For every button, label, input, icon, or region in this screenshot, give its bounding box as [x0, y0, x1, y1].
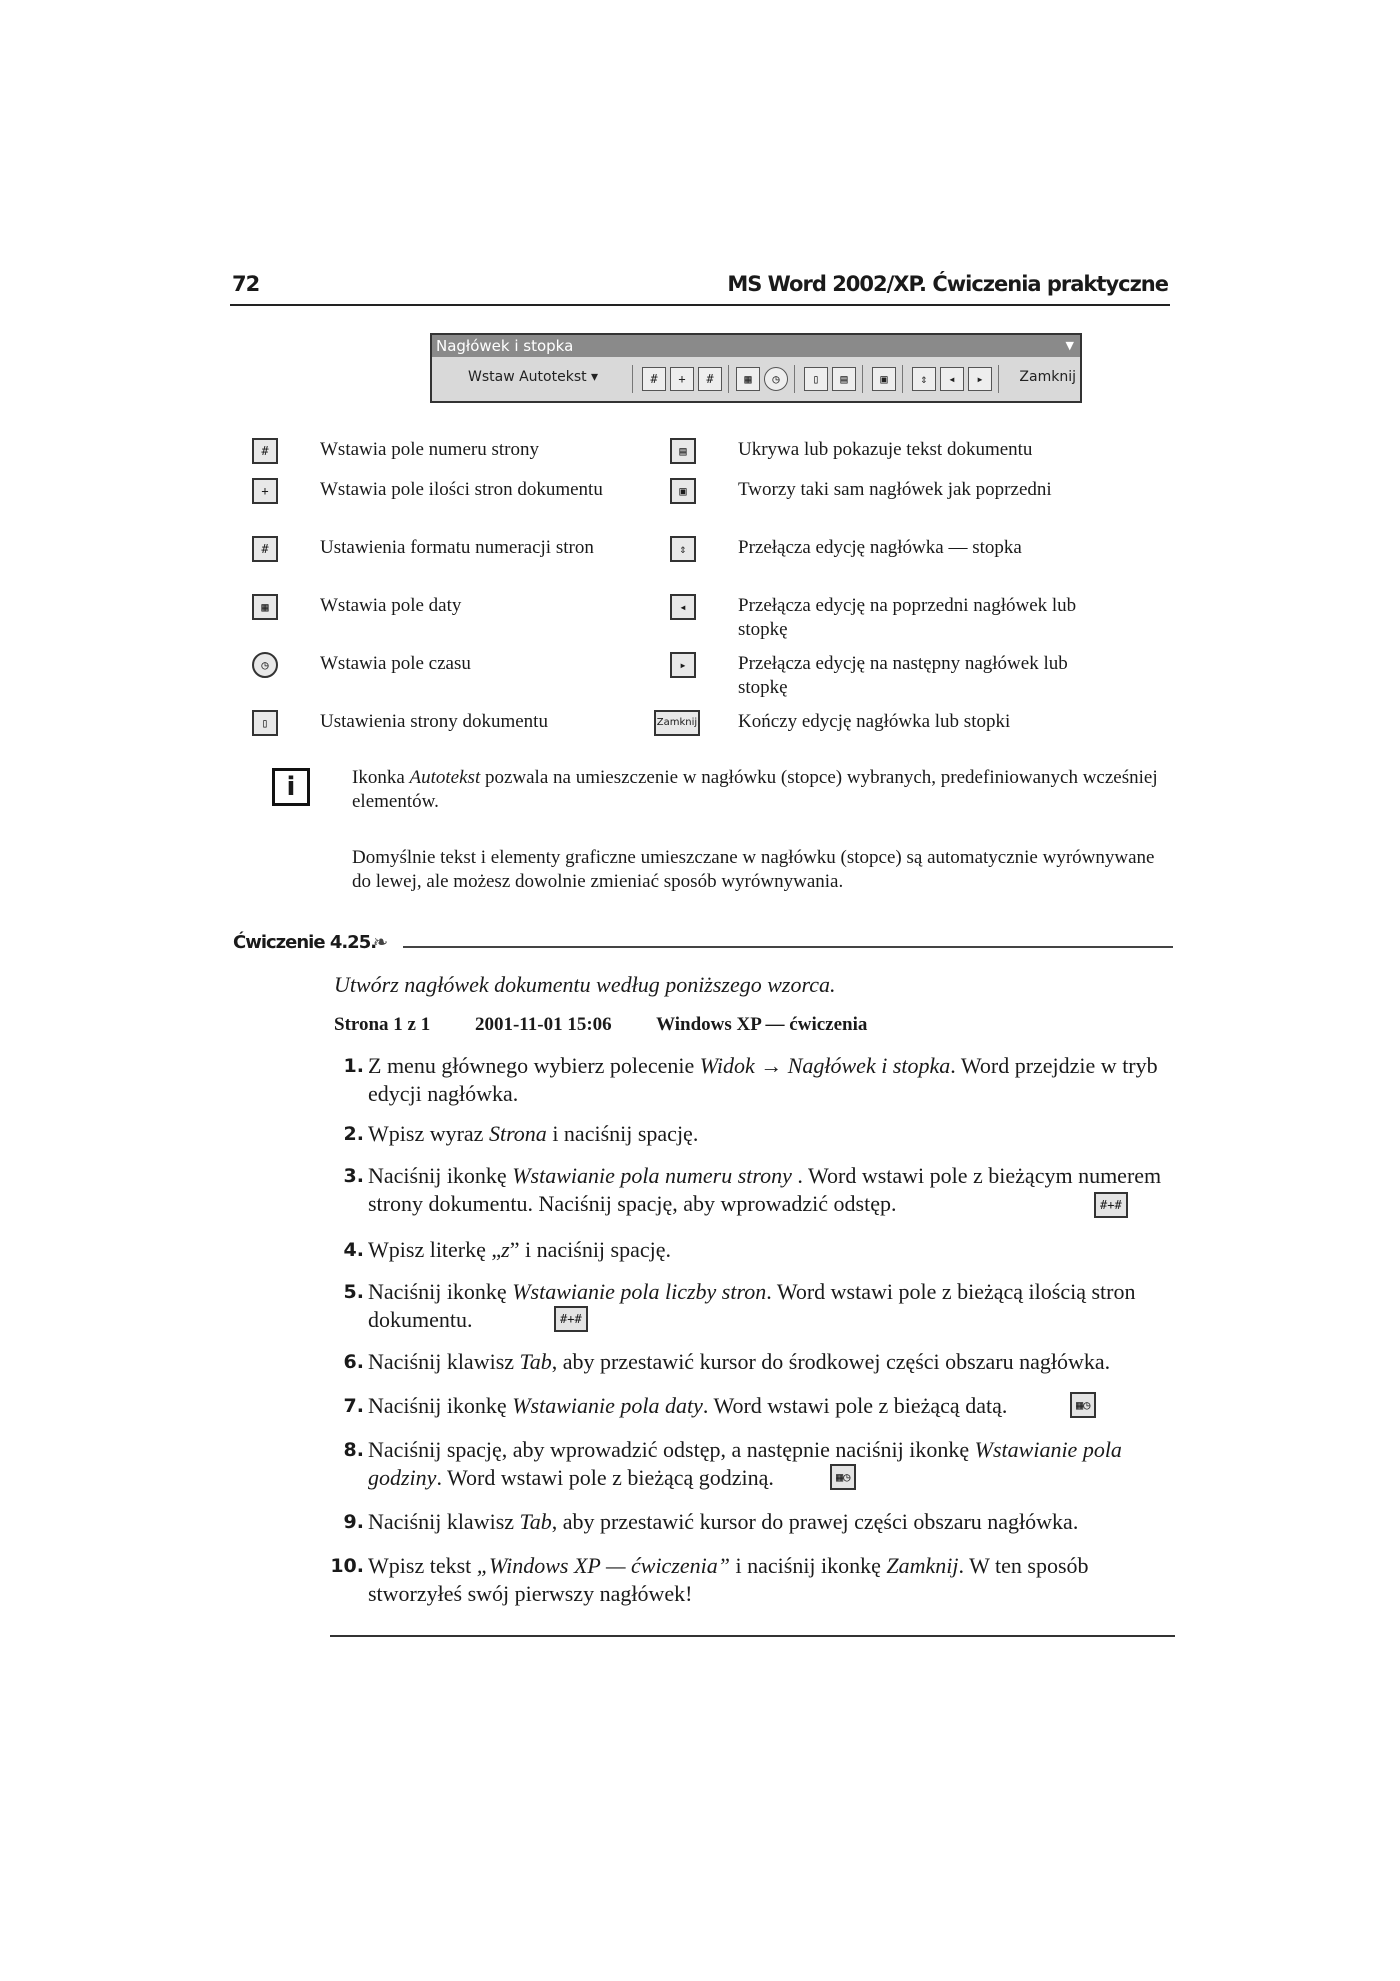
insert-page-number-icon: #	[252, 438, 278, 464]
exercise-instruction: Utwórz nagłówek dokumentu według poniższego wzorca.	[334, 972, 836, 997]
note-text-italic: Autotekst	[409, 767, 481, 788]
step-text-run: Naciśnij klawisz	[368, 1509, 520, 1534]
legend-text: Ustawienia strony dokumentu	[320, 711, 548, 732]
step-text	[368, 1436, 1178, 1492]
toolbar-separator	[902, 365, 903, 393]
step-text-italic: Widok	[699, 1053, 761, 1078]
step-text-run: ” i naciśnij spację.	[509, 1237, 672, 1262]
same-as-previous-icon[interactable]: ▣	[872, 367, 896, 391]
step-text-run: i naciśnij ikonkę	[730, 1553, 887, 1578]
toolbar-separator	[794, 365, 795, 393]
switch-header-footer-icon: ⇕	[670, 536, 696, 562]
show-hide-document-text-icon: ▤	[670, 438, 696, 464]
show-previous-icon: ◂	[670, 594, 696, 620]
sample-header	[334, 1014, 907, 1036]
step-number: 8.	[343, 1439, 364, 1461]
legend-text: Wstawia pole daty	[320, 595, 462, 616]
step-number: 9.	[343, 1511, 364, 1533]
step-text-italic: Wstawianie pola godziny	[368, 1437, 1122, 1490]
step-text	[368, 1392, 1178, 1420]
page-setup-icon[interactable]: ▯	[804, 367, 828, 391]
insert-date-icon[interactable]: ▦	[736, 367, 760, 391]
legend-text: Wstawia pole ilości stron dokumentu	[320, 479, 603, 500]
format-page-number-icon: #	[252, 536, 278, 562]
step-text-run: . W ten sposób stworzyłeś swój pierwszy nagłówek!	[368, 1553, 1089, 1606]
step-text-run: , aby przestawić kursor do prawej części obszaru nagłówka.	[551, 1509, 1079, 1534]
step-text-italic: Wstawianie pola numeru strony	[512, 1163, 792, 1188]
legend-text: Wstawia pole numeru strony	[320, 439, 539, 460]
book-title: MS Word 2002/XP. Ćwiczenia praktyczne	[727, 272, 1168, 296]
toolbar-separator	[728, 365, 729, 393]
format-page-number-icon[interactable]: #	[698, 367, 722, 391]
note-text: Ikonka	[352, 767, 410, 788]
note-text: Domyślnie tekst i elementy graficzne umieszczane w nagłówku (stopce) są automatycznie wyrównywane do lewej, ale możesz dowolnie zmieniać sposób wyrównywania.	[352, 847, 1155, 892]
step-text-italic: Strona	[488, 1121, 547, 1146]
legend-text: Przełącza edycję na następny nagłówek lub stopkę	[738, 653, 1068, 698]
step-text-run: →	[760, 1053, 788, 1078]
step-text-run: , aby przestawić kursor do środkowej części obszaru nagłówka.	[551, 1349, 1111, 1374]
insert-page-count-icon: +	[252, 478, 278, 504]
step-number: 4.	[343, 1239, 364, 1261]
step-text-run: . Word wstawi pole z bieżącą godziną.	[436, 1465, 774, 1490]
same-as-previous-icon: ▣	[670, 478, 696, 504]
insert-page-count-icon[interactable]: +	[670, 367, 694, 391]
step-text-run: . Word przejdzie w tryb edycji nagłówka.	[368, 1053, 1158, 1106]
step-text-italic: Wstawianie pola daty	[512, 1393, 703, 1418]
show-next-icon[interactable]: ▸	[968, 367, 992, 391]
page-number: 72	[232, 272, 260, 296]
toolbar-legend	[252, 438, 1152, 748]
step-number: 5.	[343, 1281, 364, 1303]
toolbar-title-bar	[432, 335, 1080, 357]
step-text-italic: „Windows XP — ćwiczenia”	[476, 1553, 730, 1578]
step-text	[368, 1120, 1178, 1148]
step-text-run: Naciśnij klawisz	[368, 1349, 520, 1374]
exercise-label: Ćwiczenie 4.25.	[233, 932, 377, 953]
step-number: 7.	[343, 1395, 364, 1417]
step-text-italic: Wstawianie pola liczby stron	[512, 1279, 767, 1304]
toolbar-separator	[632, 365, 633, 393]
page-number-toolbar-snippet-icon: #+#	[1094, 1192, 1128, 1218]
step-text	[368, 1236, 1178, 1264]
insert-page-number-icon[interactable]: #	[642, 367, 666, 391]
step-text-run: Naciśnij ikonkę	[368, 1279, 513, 1304]
step-text-italic: Nagłówek i stopka	[787, 1053, 951, 1078]
ornament-icon: ❧	[373, 932, 389, 952]
step-text-run: Naciśnij spację, aby wprowadzić odstęp, a następnie naciśnij ikonkę	[368, 1437, 975, 1462]
legend-text: Ukrywa lub pokazuje tekst dokumentu	[738, 439, 1033, 460]
step-number: 1.	[343, 1055, 364, 1077]
step-text-italic: Tab	[519, 1509, 552, 1534]
close-header-footer-button[interactable]: Zamknij	[1019, 369, 1076, 385]
legend-text: Ustawienia formatu numeracji stron	[320, 537, 594, 558]
show-previous-icon[interactable]: ◂	[940, 367, 964, 391]
step-text-run: Wpisz literkę „	[368, 1237, 502, 1262]
legend-text: Przełącza edycję nagłówka — stopka	[738, 537, 1022, 558]
sample-date: 2001-11-01 15:06	[474, 1014, 612, 1035]
legend-text: Wstawia pole czasu	[320, 653, 471, 674]
show-next-icon: ▸	[670, 652, 696, 678]
step-text-run: Z menu głównego wybierz polecenie	[368, 1053, 700, 1078]
footer-rule	[330, 1635, 1175, 1637]
exercise-heading	[233, 932, 1173, 960]
date-toolbar-snippet-icon: ▦◷	[1070, 1392, 1096, 1418]
step-text-run: Wpisz wyraz	[368, 1121, 489, 1146]
insert-date-icon: ▦	[252, 594, 278, 620]
step-text	[368, 1348, 1178, 1376]
step-text-run: Wpisz tekst	[368, 1553, 477, 1578]
time-toolbar-snippet-icon: ▦◷	[830, 1464, 856, 1490]
toolbar-row	[432, 363, 1080, 397]
step-text-run: i naciśnij spację.	[546, 1121, 699, 1146]
switch-header-footer-icon[interactable]: ⇕	[912, 367, 936, 391]
note-text: pozwala na umieszczenie w nagłówku (stopce) wybranych, predefiniowanych wcześniej elementów.	[352, 767, 1158, 812]
page-header	[230, 270, 1170, 306]
step-text	[368, 1552, 1178, 1608]
step-text-run: . Word wstawi pole z bieżącym numerem strony dokumentu. Naciśnij spację, aby wprowadzić odstęp.	[368, 1163, 1162, 1216]
step-number: 6.	[343, 1351, 364, 1373]
legend-text: Tworzy taki sam nagłówek jak poprzedni	[738, 479, 1052, 500]
page-setup-icon: ▯	[252, 710, 278, 736]
sample-page: Strona 1 z 1	[334, 1014, 431, 1035]
insert-time-icon[interactable]: ◷	[764, 367, 788, 391]
note-alignment	[352, 846, 1172, 894]
legend-text: Kończy edycję nagłówka lub stopki	[738, 711, 1011, 732]
step-text-run: Naciśnij ikonkę	[368, 1393, 513, 1418]
toolbar-separator	[998, 365, 999, 393]
step-text	[368, 1278, 1178, 1334]
page-count-toolbar-snippet-icon: #+#	[554, 1306, 588, 1332]
legend-text: Przełącza edycję na poprzedni nagłówek lub stopkę	[738, 595, 1077, 640]
step-number: 2.	[343, 1123, 364, 1145]
toolbar-separator	[862, 365, 863, 393]
step-text-italic: Zamknij	[886, 1553, 959, 1578]
step-text-italic: z	[501, 1237, 510, 1262]
step-text	[368, 1162, 1178, 1218]
info-icon: i	[272, 768, 310, 806]
close-button-icon: Zamknij	[654, 710, 700, 736]
step-text-italic: Tab	[519, 1349, 552, 1374]
step-text	[368, 1508, 1178, 1536]
show-hide-document-text-icon[interactable]: ▤	[832, 367, 856, 391]
heading-rule	[403, 946, 1173, 948]
sample-title: Windows XP — ćwiczenia	[656, 1014, 868, 1035]
step-text-run: . Word wstawi pole z bieżącą ilością stron dokumentu.	[368, 1279, 1136, 1332]
insert-time-icon: ◷	[252, 652, 278, 678]
step-text-run: Naciśnij ikonkę	[368, 1163, 513, 1188]
header-footer-toolbar	[430, 333, 1082, 403]
insert-autotext-button[interactable]: Wstaw Autotekst ▾	[468, 369, 599, 385]
step-text	[368, 1052, 1178, 1108]
step-number: 10.	[330, 1555, 364, 1577]
step-number: 3.	[343, 1165, 364, 1187]
toolbar-options-icon[interactable]: ▼	[1065, 339, 1074, 352]
note-autotext	[352, 766, 1172, 814]
step-text-run: . Word wstawi pole z bieżącą datą.	[702, 1393, 1008, 1418]
toolbar-title: Nagłówek i stopka	[436, 337, 574, 355]
